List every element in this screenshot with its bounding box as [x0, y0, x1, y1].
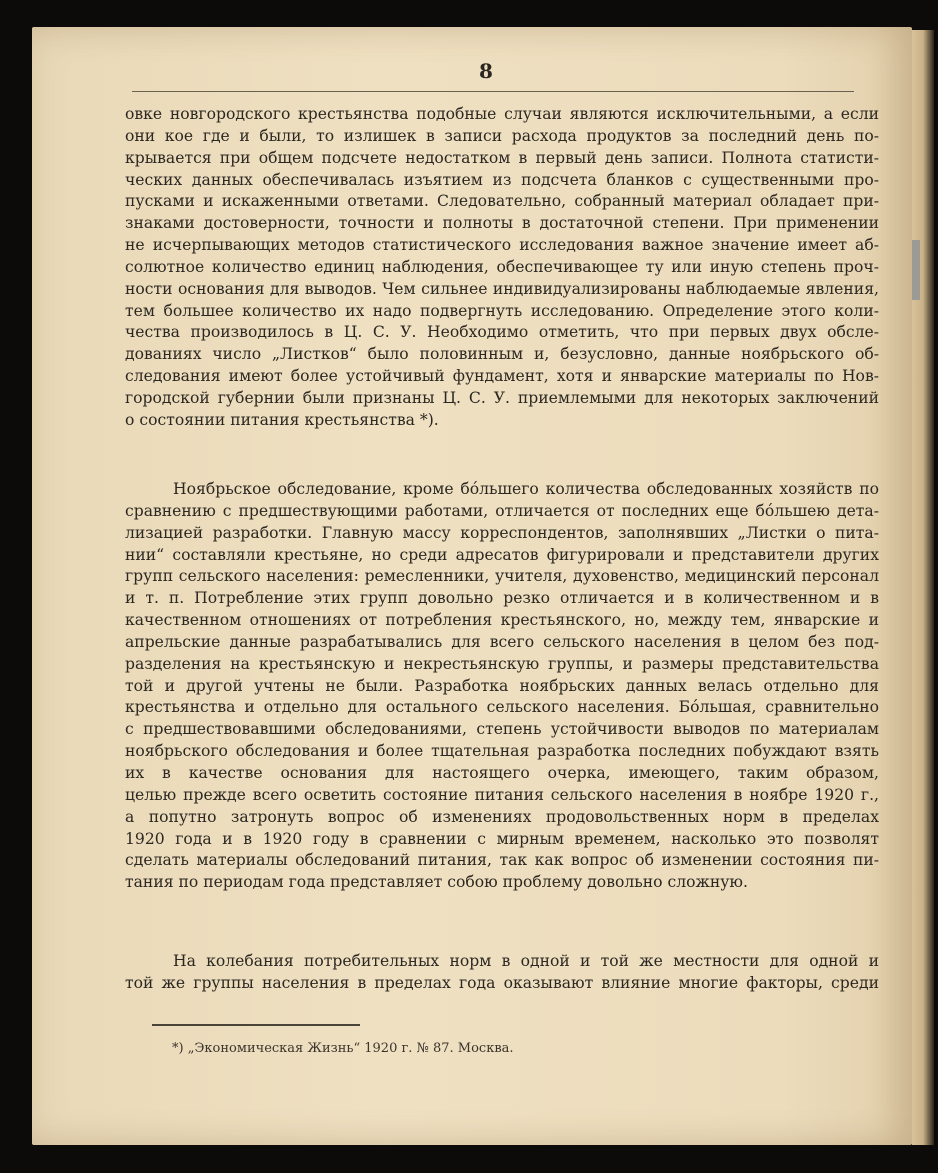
text-line: ности основания для выводов. Чем сильнее индивидуализированы наблюдаемые явления, — [125, 279, 879, 298]
page-number: 8 — [479, 59, 493, 83]
book-page — [32, 27, 912, 1145]
text-line: сравнению с предшествующими работами, отличается от последних еще бо́льшею дета- — [125, 501, 879, 520]
text-line: ноябрьского обследования и более тщательная разработка последних побуждают взять — [125, 742, 879, 761]
text-line: сделать материалы обследований питания, так как вопрос об изменении состояния пи- — [125, 851, 879, 870]
text-line: солютное количество единиц наблюдения, обеспечивающее ту или иную степень проч- — [125, 257, 879, 276]
text-line: 1920 года и в 1920 году в сравнении с мирным временем, насколько это позволят — [125, 829, 879, 848]
footnote-rule — [152, 1024, 360, 1026]
text-line: той и другой учтены не были. Разработка ноябрьских данных велась отдельно для — [125, 676, 879, 695]
text-line: с предшествовавшими обследованиями, степень устойчивости выводов по материалам — [125, 720, 879, 739]
text-line: городской губернии были признаны Ц. С. У. приемлемыми для некоторых заключений — [125, 388, 879, 407]
text-line: и т. п. Потребление этих групп довольно резко отличается и в количественном и в — [125, 589, 879, 608]
text-line: нии“ составляли крестьяне, но среди адресатов фигурировали и представители других — [125, 545, 879, 564]
text-line: дованиях число „Листков“ было половинным и, безусловно, данные ноябрьского об- — [125, 345, 879, 364]
text-line: групп сельского населения: ремесленники, учителя, духовенство, медицинский персонал — [125, 567, 879, 586]
text-line: чества производилось в Ц. С. У. Необходимо отметить, что при первых двух обсле- — [125, 323, 879, 342]
header-rule — [132, 91, 854, 92]
text-line: о состоянии питания крестьянства *). — [125, 410, 439, 429]
text-line: На колебания потребительных норм в одной и той же местности для одной и — [173, 952, 879, 970]
text-line: качественном отношениях от потребления крестьянского, но, между тем, январские и — [125, 611, 879, 630]
text-line: знаками достоверности, точности и полноты в достаточной степени. При применении — [125, 214, 879, 233]
page-edge-mark — [912, 240, 920, 300]
paragraph-3 — [125, 951, 879, 995]
text-line: крывается при общем подсчете недостатком в первый день записи. Полнота статисти- — [125, 148, 879, 167]
text-line: апрельские данные разрабатывались для всего сельского населения в целом без под- — [125, 632, 879, 651]
footnote: *) „Экономическая Жизнь“ 1920 г. № 87. Москва. — [172, 1041, 514, 1056]
text-line: пусками и искаженными ответами. Следовательно, собранный материал обладает при- — [125, 192, 879, 211]
text-line: не исчерпывающих методов статистического исследования важное значение имеет аб- — [125, 236, 879, 255]
text-line: их в качестве основания для настоящего очерка, имеющего, таким образом, — [125, 763, 879, 782]
text-line: Ноябрьское обследование, кроме бо́льшего количества обследованных хозяйств по — [173, 480, 879, 498]
text-line: целью прежде всего осветить состояние питания сельского населения в ноябре 1920 г., — [125, 785, 879, 804]
text-line: той же группы населения в пределах года оказывают влияние многие факторы, среди — [125, 973, 879, 992]
text-line: тем большее количество их надо подвергнуть исследованию. Определение этого коли- — [125, 301, 879, 320]
text-line: тания по периодам года представляет собою проблему довольно сложную. — [125, 873, 748, 892]
text-line: следования имеют более устойчивый фундамент, хотя и январские материалы по Нов- — [125, 367, 879, 386]
text-line: разделения на крестьянскую и некрестьянскую группы, и размеры представительства — [125, 654, 879, 673]
text-line: овке новгородского крестьянства подобные случаи являются исключительными, а если — [125, 105, 879, 123]
page-edge — [912, 30, 934, 1145]
text-line: а попутно затронуть вопрос об изменениях продовольственных норм в пределах — [125, 807, 879, 826]
text-line: ческих данных обеспечивалась изъятием из подсчета бланков с существенными про- — [125, 170, 879, 189]
text-line: крестьянства и отдельно для остального сельского населения. Бо́льшая, сравнительно — [125, 698, 879, 717]
text-line: они кое где и были, то излишек в записи расхода продуктов за последний день по- — [125, 126, 879, 145]
paragraph-1 — [125, 104, 879, 432]
paragraph-2 — [125, 479, 879, 894]
text-line: лизацией разработки. Главную массу корреспондентов, заполнявших „Листки о пита- — [125, 523, 879, 542]
